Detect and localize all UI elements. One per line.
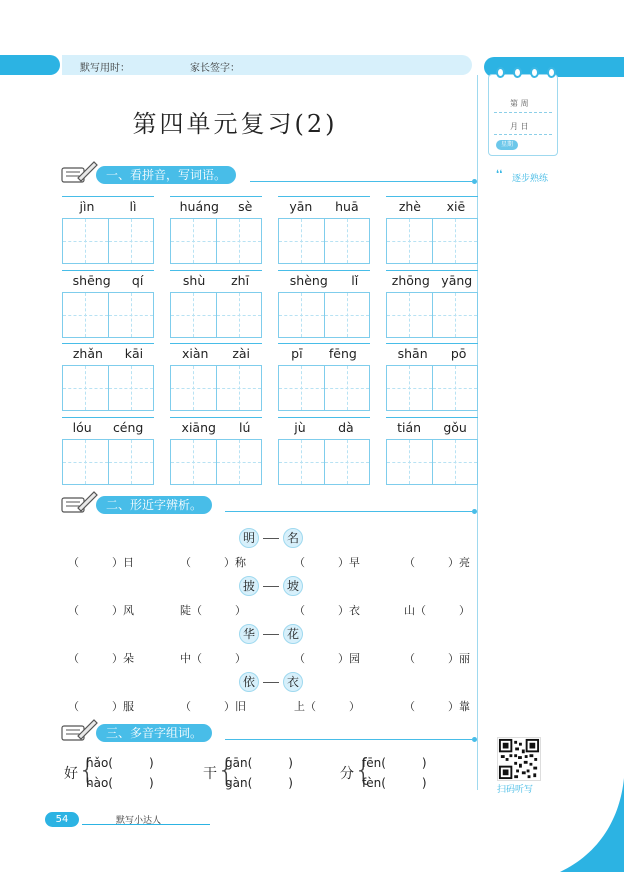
fill-in-blank[interactable]: 上（ ） — [294, 700, 360, 713]
qr-code-icon[interactable] — [497, 737, 541, 781]
tianzige-box[interactable] — [216, 293, 262, 337]
pinyin-syllable: pī — [291, 346, 303, 361]
pinyin-row — [278, 196, 370, 216]
pinyin-syllable: qí — [131, 273, 144, 288]
pinyin-row — [278, 270, 370, 290]
parent-sign-label: 家长签字： — [190, 63, 240, 74]
tianzige-box[interactable] — [432, 219, 478, 263]
pinyin-syllable: kāi — [124, 346, 144, 361]
writing-boxes[interactable] — [278, 292, 370, 338]
tianzige-box[interactable] — [108, 219, 154, 263]
section-rule-dot — [472, 509, 477, 514]
word-cell[interactable] — [386, 343, 478, 413]
pinyin-syllable: jù — [294, 420, 306, 435]
pinyin-syllable: shèng — [289, 273, 328, 288]
fill-in-blank[interactable]: （ ）亮 — [404, 556, 470, 569]
section1-header — [60, 164, 480, 186]
writing-boxes[interactable] — [170, 439, 262, 485]
writing-boxes[interactable] — [170, 218, 262, 264]
pair-dash — [263, 538, 279, 539]
writing-boxes[interactable] — [386, 365, 478, 411]
polyphonic-character: 好 — [64, 766, 78, 782]
pinyin-syllable: céng — [112, 420, 144, 435]
pair-dash — [263, 682, 279, 683]
pinyin-syllable: shēng — [72, 273, 111, 288]
word-cell[interactable] — [278, 343, 370, 413]
pinyin-syllable: zhī — [231, 273, 250, 288]
character-bubble: 依 — [239, 672, 259, 692]
pinyin-row — [170, 196, 262, 216]
book-title: 默写小达人 — [116, 816, 162, 826]
qr-label: 扫码听写 — [497, 785, 534, 795]
pronunciation-blank[interactable]: gàn( ) — [225, 776, 293, 790]
fill-in-row — [68, 554, 478, 570]
pinyin-syllable: pō — [450, 346, 467, 361]
tianzige-box[interactable] — [171, 440, 216, 484]
pinyin-syllable: gǒu — [443, 420, 467, 435]
character-bubble: 华 — [239, 624, 259, 644]
page-title: 第四单元复习(2) — [132, 110, 338, 138]
pinyin-syllable: jìn — [79, 199, 95, 214]
writing-boxes[interactable] — [62, 292, 154, 338]
pinyin-row — [170, 343, 262, 363]
pinyin-row — [170, 270, 262, 290]
calendar-line — [494, 134, 552, 135]
fill-in-blank[interactable]: （ ）丽 — [404, 652, 470, 665]
word-cell[interactable] — [278, 417, 370, 487]
tianzige-box[interactable] — [171, 366, 216, 410]
fill-in-row — [68, 602, 478, 618]
fill-in-blank[interactable]: 山（ ） — [404, 604, 470, 617]
word-cell[interactable] — [62, 417, 154, 487]
pinyin-row — [386, 343, 478, 363]
section3-title: 三、多音字组词。 — [96, 724, 212, 742]
fill-in-blank[interactable]: 陡（ ） — [180, 604, 246, 617]
character-bubble: 明 — [239, 528, 259, 548]
brace-icon: { — [354, 753, 374, 788]
pinyin-syllable: fēng — [328, 346, 357, 361]
writing-boxes[interactable] — [62, 218, 154, 264]
tianzige-box[interactable] — [432, 440, 478, 484]
tianzige-box[interactable] — [324, 440, 370, 484]
pencil-book-icon — [60, 718, 98, 742]
tianzige-box[interactable] — [387, 440, 432, 484]
fill-in-blank[interactable]: （ ）朵 — [68, 652, 134, 665]
pair-dash — [263, 634, 279, 635]
word-cell[interactable] — [62, 270, 154, 340]
tianzige-box[interactable] — [63, 440, 108, 484]
tianzige-box[interactable] — [216, 440, 262, 484]
ring-icon — [547, 67, 556, 78]
writing-boxes[interactable] — [386, 439, 478, 485]
tianzige-box[interactable] — [324, 293, 370, 337]
writing-boxes[interactable] — [386, 218, 478, 264]
fill-in-blank[interactable]: （ ）早 — [294, 556, 360, 569]
section2-title: 二、形近字辨析。 — [96, 496, 212, 514]
section-rule-dot — [472, 179, 477, 184]
tianzige-box[interactable] — [108, 366, 154, 410]
pinyin-syllable: zhè — [398, 199, 421, 214]
section3-header — [60, 722, 480, 744]
character-bubble: 衣 — [283, 672, 303, 692]
writing-boxes[interactable] — [278, 439, 370, 485]
character-pair — [239, 528, 303, 548]
pencil-book-icon — [60, 160, 98, 184]
tianzige-box[interactable] — [171, 219, 216, 263]
tianzige-box[interactable] — [279, 293, 324, 337]
pinyin-syllable: zài — [232, 346, 251, 361]
ring-icon — [496, 67, 505, 78]
tianzige-box[interactable] — [216, 219, 262, 263]
pinyin-syllable: yāng — [441, 273, 473, 288]
tianzige-box[interactable] — [324, 219, 370, 263]
tianzige-box[interactable] — [387, 219, 432, 263]
word-cell[interactable] — [170, 196, 262, 266]
section2-header — [60, 494, 480, 516]
pronunciation-blank[interactable]: fēn( ) — [362, 756, 427, 770]
fill-in-blank[interactable]: （ ）风 — [68, 604, 134, 617]
fill-in-blank[interactable]: 中（ ） — [180, 652, 246, 665]
character-bubble: 坡 — [283, 576, 303, 596]
word-cell[interactable] — [278, 270, 370, 340]
word-cell[interactable] — [62, 196, 154, 266]
footprint-icon: ❛❛ — [496, 169, 503, 180]
fill-in-blank[interactable]: （ ）服 — [68, 700, 134, 713]
word-cell[interactable] — [62, 343, 154, 413]
pinyin-syllable: huā — [335, 199, 359, 214]
character-bubble: 名 — [283, 528, 303, 548]
pinyin-row — [278, 417, 370, 437]
pinyin-syllable: xiē — [446, 199, 466, 214]
writing-boxes[interactable] — [278, 365, 370, 411]
pronunciation-blank[interactable]: gān( ) — [225, 756, 293, 770]
section-rule-dot — [472, 737, 477, 742]
tianzige-box[interactable] — [432, 293, 478, 337]
fill-in-row — [68, 698, 478, 714]
writing-boxes[interactable] — [170, 292, 262, 338]
pinyin-row — [386, 196, 478, 216]
fill-in-blank[interactable]: （ ）旧 — [180, 700, 246, 713]
pinyin-syllable: huáng — [179, 199, 219, 214]
word-cell[interactable] — [386, 196, 478, 266]
tianzige-box[interactable] — [432, 366, 478, 410]
writing-boxes[interactable] — [62, 365, 154, 411]
tianzige-box[interactable] — [108, 440, 154, 484]
tianzige-box[interactable] — [279, 219, 324, 263]
pinyin-row — [62, 343, 154, 363]
character-pair — [239, 624, 303, 644]
fill-in-row — [68, 650, 478, 666]
word-cell[interactable] — [386, 270, 478, 340]
polyphonic-character: 干 — [203, 766, 217, 782]
pinyin-row — [386, 417, 478, 437]
ring-icon — [530, 67, 539, 78]
character-bubble: 花 — [283, 624, 303, 644]
tianzige-box[interactable] — [63, 366, 108, 410]
fill-in-blank[interactable]: （ ）靠 — [404, 700, 470, 713]
word-cell[interactable] — [170, 343, 262, 413]
character-pair — [239, 576, 303, 596]
pinyin-row — [278, 343, 370, 363]
tianzige-box[interactable] — [324, 366, 370, 410]
pencil-book-icon — [60, 490, 98, 514]
writing-boxes[interactable] — [278, 218, 370, 264]
tianzige-box[interactable] — [279, 366, 324, 410]
slogan: 逐步熟练 — [512, 174, 549, 184]
pronunciation-blank[interactable]: hǎo( ) — [86, 756, 154, 770]
tianzige-box[interactable] — [216, 366, 262, 410]
pinyin-syllable: zhōng — [391, 273, 430, 288]
writing-boxes[interactable] — [386, 292, 478, 338]
fill-in-blank[interactable]: （ ）日 — [68, 556, 134, 569]
writing-boxes[interactable] — [170, 365, 262, 411]
pinyin-syllable: lì — [129, 199, 137, 214]
pinyin-row — [62, 417, 154, 437]
tianzige-box[interactable] — [387, 293, 432, 337]
pinyin-syllable: lú — [239, 420, 251, 435]
pronunciation-blank[interactable]: fèn( ) — [362, 776, 427, 790]
pinyin-syllable: lóu — [72, 420, 92, 435]
fill-in-blank[interactable]: （ ）衣 — [294, 604, 360, 617]
pinyin-syllable: xiàn — [181, 346, 209, 361]
pinyin-syllable: shān — [397, 346, 428, 361]
word-cell[interactable] — [170, 270, 262, 340]
tianzige-box[interactable] — [63, 219, 108, 263]
calendar-rings — [496, 67, 556, 81]
tianzige-box[interactable] — [171, 293, 216, 337]
pinyin-syllable: xiāng — [181, 420, 216, 435]
calendar-line — [494, 112, 552, 113]
ring-icon — [513, 67, 522, 78]
section-rule — [225, 511, 472, 512]
tianzige-box[interactable] — [63, 293, 108, 337]
calendar-date: 月 日 — [510, 122, 529, 131]
pinyin-syllable: shù — [182, 273, 206, 288]
word-cell[interactable] — [278, 196, 370, 266]
pinyin-syllable: lǐ — [351, 273, 359, 288]
brace-icon: { — [217, 753, 237, 788]
pinyin-syllable: dà — [338, 420, 354, 435]
pinyin-row — [62, 196, 154, 216]
polyphonic-character: 分 — [340, 766, 354, 782]
character-bubble: 披 — [239, 576, 259, 596]
fill-in-blank[interactable]: （ ）园 — [294, 652, 360, 665]
section-rule — [250, 181, 472, 182]
calendar-badge: 星期 — [496, 140, 518, 150]
section1-title: 一、看拼音，写词语。 — [96, 166, 236, 184]
pair-dash — [263, 586, 279, 587]
pinyin-syllable: yān — [289, 199, 313, 214]
tianzige-box[interactable] — [387, 366, 432, 410]
page-number: 54 — [45, 812, 79, 827]
fill-in-blank[interactable]: （ ）称 — [180, 556, 246, 569]
pinyin-syllable: sè — [238, 199, 253, 214]
writing-boxes[interactable] — [62, 439, 154, 485]
brace-icon: { — [78, 753, 98, 788]
pronunciation-blank[interactable]: hào( ) — [86, 776, 154, 790]
calendar-week: 第 周 — [510, 99, 529, 108]
section-rule — [225, 739, 472, 740]
pinyin-row — [62, 270, 154, 290]
header-accent-left — [0, 55, 60, 75]
word-cell[interactable] — [170, 417, 262, 487]
tianzige-box[interactable] — [279, 440, 324, 484]
pinyin-row — [386, 270, 478, 290]
page-corner-decoration — [560, 778, 624, 872]
tianzige-box[interactable] — [108, 293, 154, 337]
time-label: 默写用时： — [80, 63, 130, 74]
pinyin-syllable: tián — [397, 420, 422, 435]
word-cell[interactable] — [386, 417, 478, 487]
pinyin-row — [170, 417, 262, 437]
pinyin-syllable: zhǎn — [72, 346, 103, 361]
character-pair — [239, 672, 303, 692]
